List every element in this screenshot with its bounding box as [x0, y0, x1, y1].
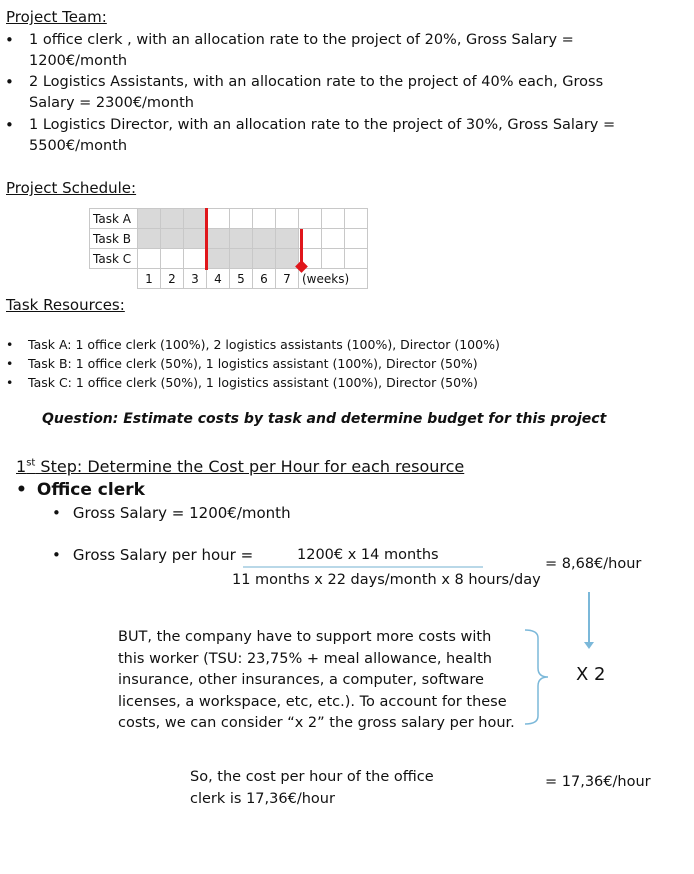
fraction-line [243, 566, 483, 568]
team-bullet-1: • 1 office clerk , with an allocation rate to the project of 20%, Gross Salary = 1200€/month [5, 31, 574, 69]
week-tick: 6 [253, 269, 276, 289]
gantt-row-task-c [90, 249, 368, 269]
fraction-denominator: 11 months x 22 days/month x 8 hours/day [232, 572, 541, 588]
team-bullet-3: • 1 Logistics Director, with an allocation rate to the project of 30%, Gross Salary = 5500€/month [5, 116, 616, 154]
week-tick: 7 [276, 269, 299, 289]
gross-salary-line: • Gross Salary = 1200€/month [52, 504, 291, 522]
conclusion-text: So, the cost per hour of the office clerk is 17,36€/hour [190, 769, 434, 807]
week-tick: 1 [138, 269, 161, 289]
multiplier-label: X 2 [576, 664, 606, 685]
resource-item: • Task A: 1 office clerk (100%), 2 logistics assistants (100%), Director (100%) [6, 337, 500, 352]
resource-item: • Task B: 1 office clerk (50%), 1 logistics assistant (100%), Director (50%) [6, 356, 478, 371]
week-tick: 5 [230, 269, 253, 289]
gantt-chart [89, 208, 368, 289]
resource-office-clerk: • Office clerk [16, 480, 145, 500]
milestone-bar-b [300, 229, 303, 262]
gantt-week-axis [90, 269, 368, 289]
milestone-bar-a [205, 208, 208, 270]
project-schedule-heading: Project Schedule: [6, 179, 137, 197]
final-result: = 17,36€/hour [545, 774, 651, 790]
arrow-down-icon [588, 592, 590, 644]
team-bullet-2: • 2 Logistics Assistants, with an allocation rate to the project of 40% each, Gross Salary = 2300€/month [5, 73, 604, 111]
week-tick: 2 [161, 269, 184, 289]
brace-icon [522, 628, 552, 726]
project-team-heading: Project Team: [6, 8, 107, 26]
week-tick: 3 [184, 269, 207, 289]
step1-heading: 1st Step: Determine the Cost per Hour for each resource [16, 457, 465, 476]
gantt-row-task-b [90, 229, 368, 249]
per-hour-label: • Gross Salary per hour = [52, 546, 254, 564]
cost-note: BUT, the company have to support more costs with this worker (TSU: 23,75% + meal allowance, health insurance, other insurances, a computer, software licenses, a workspace, etc, etc.). To account for these costs, we can consider “x 2” the gross salary per hour. [118, 629, 515, 731]
question-text: Question: Estimate costs by task and determine budget for this project [42, 411, 607, 427]
week-unit-label: (weeks) [299, 269, 368, 289]
task-label: Task A [90, 209, 138, 229]
task-label: Task C [90, 249, 138, 269]
task-resources-heading: Task Resources: [6, 296, 125, 314]
gantt-row-task-a [90, 209, 368, 229]
resource-item: • Task C: 1 office clerk (50%), 1 logistics assistant (100%), Director (50%) [6, 375, 478, 390]
task-label: Task B [90, 229, 138, 249]
week-tick: 4 [207, 269, 230, 289]
fraction-numerator: 1200€ x 14 months [297, 547, 439, 563]
hourly-result: = 8,68€/hour [545, 556, 642, 572]
